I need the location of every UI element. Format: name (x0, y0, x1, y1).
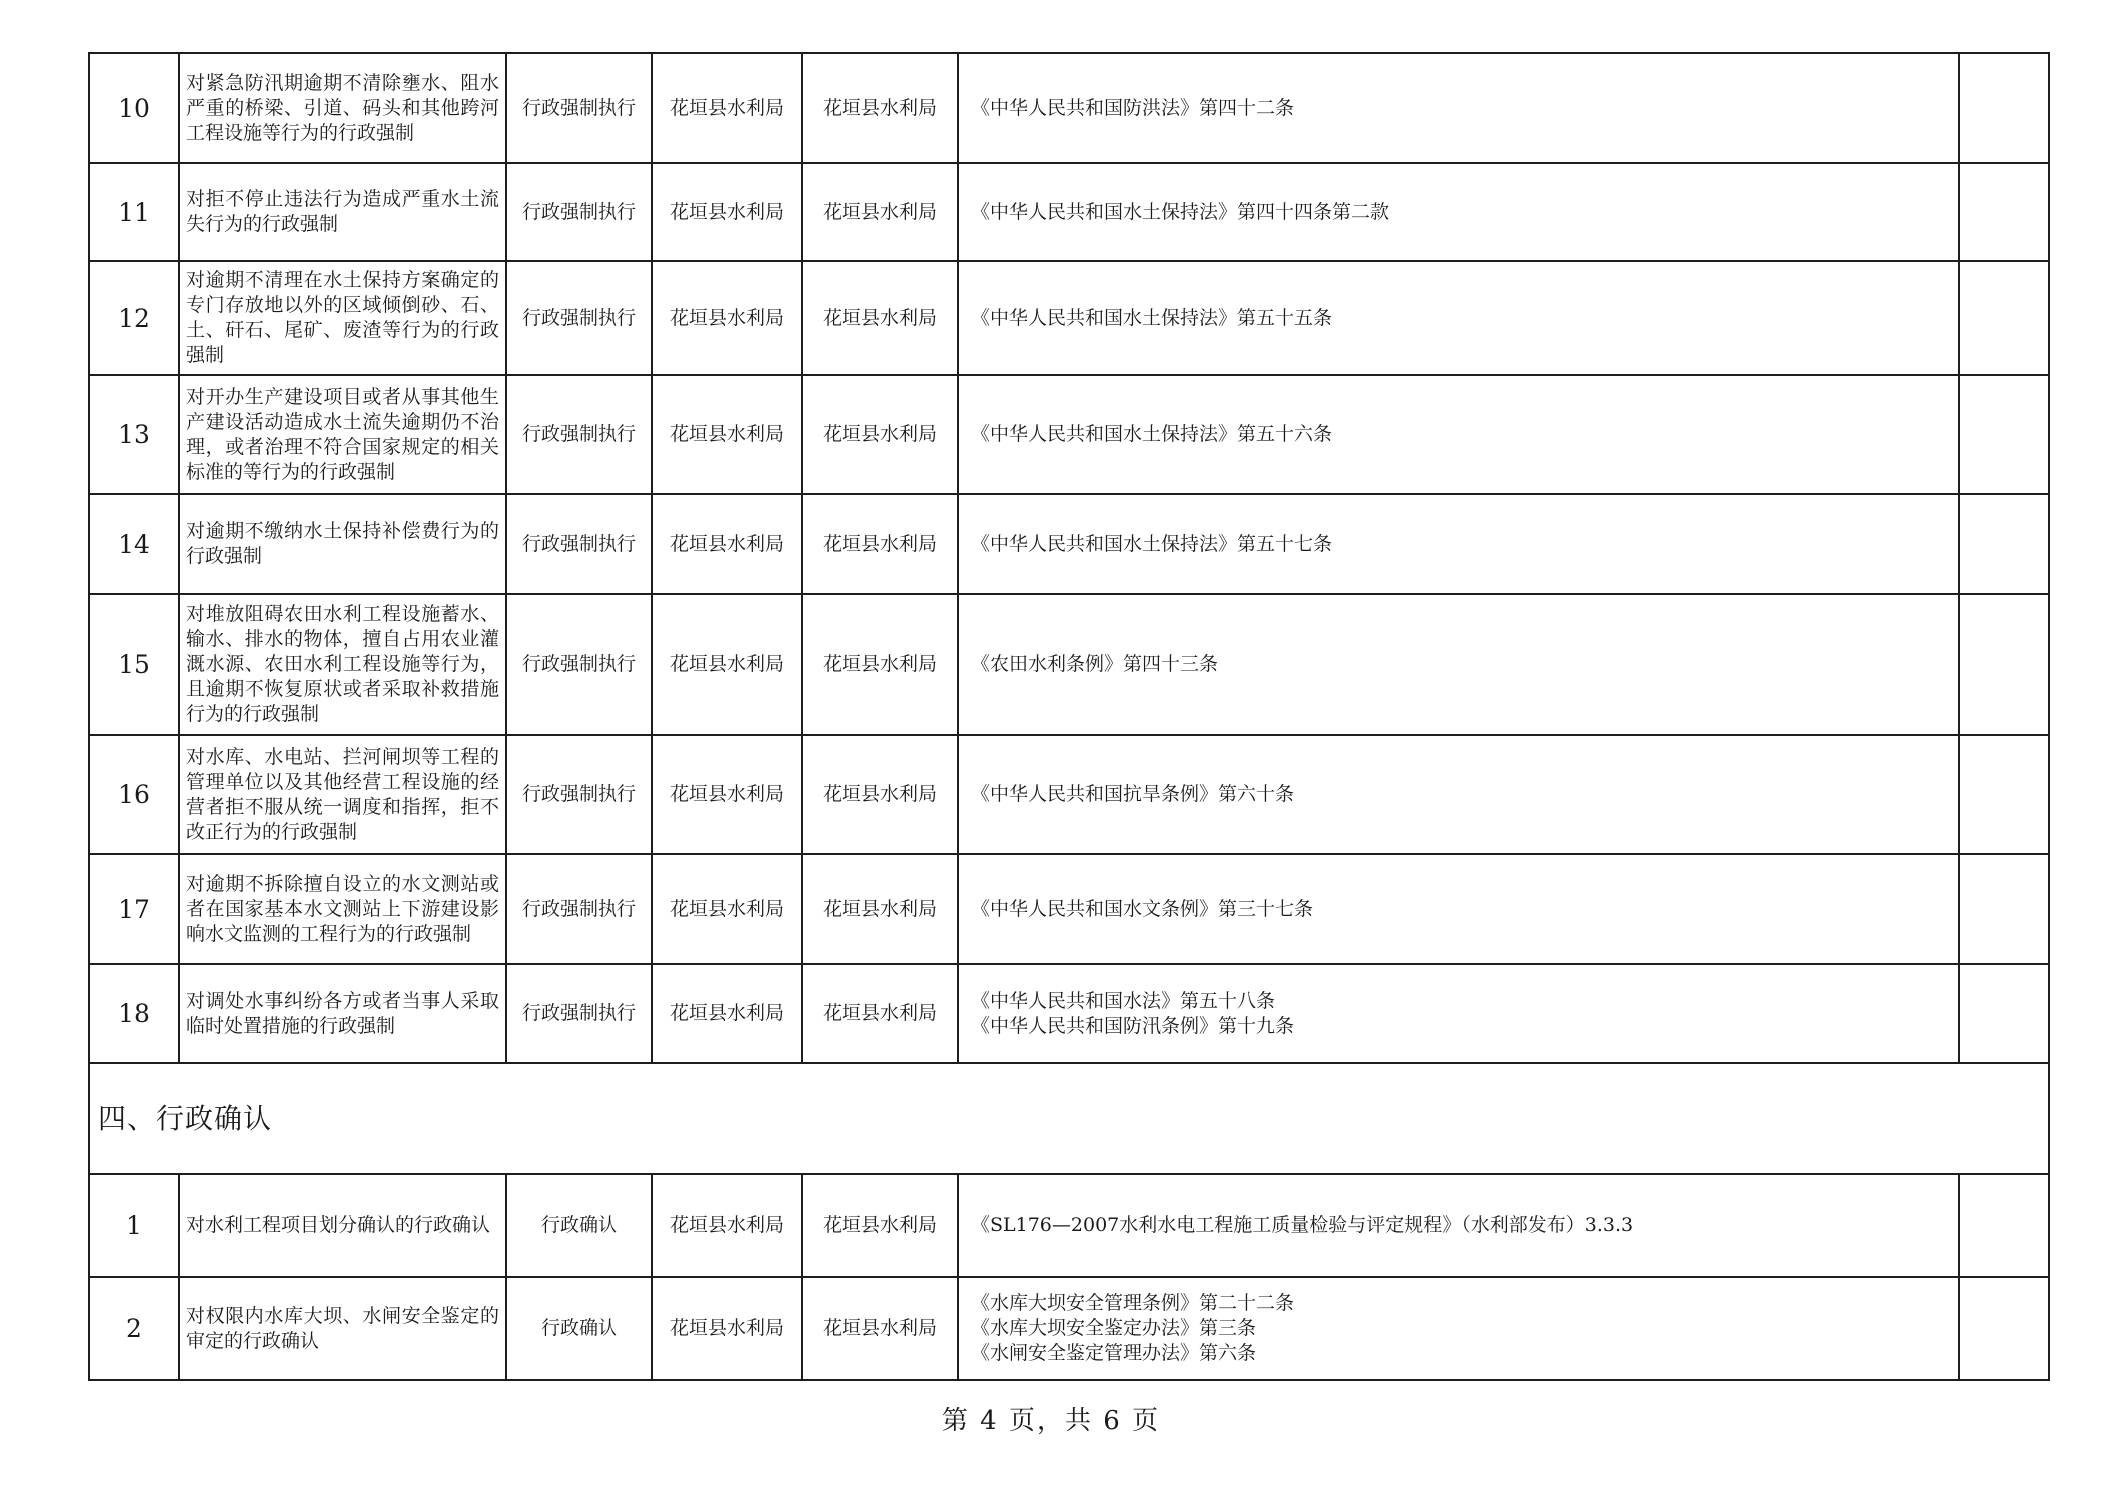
subject-cell: 花垣县水利局 (802, 1174, 958, 1277)
dept-cell: 花垣县水利局 (652, 494, 802, 594)
subject-cell: 花垣县水利局 (802, 163, 958, 261)
legal-basis-cell (958, 1277, 1959, 1380)
item-name: 对逾期不清理在水土保持方案确定的专门存放地以外的区域倾倒砂、石、土、矸石、尾矿、废渣等行为的行政强制 (179, 261, 506, 375)
legal-basis-line: 《中华人民共和国防汛条例》第十九条 (971, 1014, 1295, 1037)
remarks-cell (1959, 735, 2049, 854)
category-cell: 行政强制执行 (506, 854, 652, 964)
confirmation-rows (89, 1174, 2049, 1380)
remarks-cell (1959, 261, 2049, 375)
category-cell: 行政强制执行 (506, 735, 652, 854)
item-name: 对逾期不拆除擅自设立的水文测站或者在国家基本水文测站上下游建设影响水文监测的工程行为的行政强制 (179, 854, 506, 964)
row-number: 2 (89, 1277, 179, 1380)
legal-basis-cell (958, 375, 1959, 494)
legal-basis-line: 《水闸安全鉴定管理办法》第六条 (971, 1342, 1257, 1364)
legal-basis-cell (958, 53, 1959, 163)
legal-basis-cell (958, 494, 1959, 594)
category-cell: 行政强制执行 (506, 163, 652, 261)
row-number: 11 (89, 163, 179, 261)
subject-cell: 花垣县水利局 (802, 261, 958, 375)
remarks-cell (1959, 53, 2049, 163)
subject-cell: 花垣县水利局 (802, 53, 958, 163)
category-cell: 行政确认 (506, 1277, 652, 1380)
subject-cell: 花垣县水利局 (802, 854, 958, 964)
row-number: 10 (89, 53, 179, 163)
dept-cell: 花垣县水利局 (652, 854, 802, 964)
legal-basis-cell (958, 735, 1959, 854)
category-cell: 行政强制执行 (506, 494, 652, 594)
legal-basis-line: 《中华人民共和国水文条例》第三十七条 (971, 897, 1314, 920)
item-name: 对权限内水库大坝、水闸安全鉴定的审定的行政确认 (179, 1277, 506, 1380)
dept-cell: 花垣县水利局 (652, 375, 802, 494)
table-row (89, 163, 2049, 261)
enforcement-rows (89, 53, 2049, 1063)
legal-basis-line: 《中华人民共和国水土保持法》第五十六条 (971, 423, 1333, 445)
table-row (89, 854, 2049, 964)
legal-basis-cell (958, 854, 1959, 964)
dept-cell: 花垣县水利局 (652, 964, 802, 1063)
legal-basis-line: 《农田水利条例》第四十三条 (971, 653, 1219, 675)
dept-cell: 花垣县水利局 (652, 53, 802, 163)
item-name: 对紧急防汛期逾期不清除壅水、阻水严重的桥梁、引道、码头和其他跨河工程设施等行为的行政强制 (179, 53, 506, 163)
legal-basis-line: 《水库大坝安全鉴定办法》第三条 (971, 1317, 1257, 1339)
remarks-cell (1959, 854, 2049, 964)
table-row (89, 735, 2049, 854)
legal-basis-line: 《中华人民共和国抗旱条例》第六十条 (971, 783, 1295, 805)
row-number: 18 (89, 964, 179, 1063)
remarks-cell (1959, 1174, 2049, 1277)
legal-basis-line: 《SL176—2007水利水电工程施工质量检验与评定规程》（水利部发布）3.3.3 (971, 1214, 1634, 1236)
legal-basis-line: 《中华人民共和国防洪法》第四十二条 (971, 96, 1295, 119)
table-row (89, 375, 2049, 494)
remarks-cell (1959, 163, 2049, 261)
subject-cell: 花垣县水利局 (802, 594, 958, 735)
legal-basis-cell (958, 261, 1959, 375)
legal-basis-line: 《中华人民共和国水土保持法》第五十五条 (971, 306, 1333, 329)
subject-cell: 花垣县水利局 (802, 1277, 958, 1380)
table-row (89, 964, 2049, 1063)
legal-basis-cell (958, 163, 1959, 261)
legal-basis-cell (958, 594, 1959, 735)
item-name: 对堆放阻碍农田水利工程设施蓄水、输水、排水的物体，擅自占用农业灌溉水源、农田水利工程设施等行为，且逾期不恢复原状或者采取补救措施行为的行政强制 (179, 594, 506, 735)
section-title: 四、行政确认 (89, 1063, 2049, 1174)
legal-basis-cell (958, 1174, 1959, 1277)
remarks-cell (1959, 494, 2049, 594)
dept-cell: 花垣县水利局 (652, 594, 802, 735)
row-number: 13 (89, 375, 179, 494)
category-cell: 行政强制执行 (506, 594, 652, 735)
category-cell: 行政强制执行 (506, 964, 652, 1063)
remarks-cell (1959, 964, 2049, 1063)
row-number: 17 (89, 854, 179, 964)
power-list-table (88, 52, 2050, 1381)
dept-cell: 花垣县水利局 (652, 261, 802, 375)
subject-cell: 花垣县水利局 (802, 494, 958, 594)
item-name: 对水库、水电站、拦河闸坝等工程的管理单位以及其他经营工程设施的经营者拒不服从统一调度和指挥，拒不改正行为的行政强制 (179, 735, 506, 854)
row-number: 16 (89, 735, 179, 854)
legal-basis-line: 《中华人民共和国水法》第五十八条 (971, 989, 1276, 1012)
remarks-cell (1959, 594, 2049, 735)
subject-cell: 花垣县水利局 (802, 964, 958, 1063)
category-cell: 行政强制执行 (506, 375, 652, 494)
dept-cell: 花垣县水利局 (652, 163, 802, 261)
row-number: 1 (89, 1174, 179, 1277)
remarks-cell (1959, 1277, 2049, 1380)
item-name: 对调处水事纠纷各方或者当事人采取临时处置措施的行政强制 (179, 964, 506, 1063)
legal-basis-line: 《中华人民共和国水土保持法》第四十四条第二款 (971, 200, 1390, 223)
table-row (89, 494, 2049, 594)
table-row (89, 261, 2049, 375)
row-number: 12 (89, 261, 179, 375)
remarks-cell (1959, 375, 2049, 494)
item-name: 对水利工程项目划分确认的行政确认 (179, 1174, 506, 1277)
page-footer: 第 4 页，共 6 页 (941, 1406, 1161, 1436)
table-row (89, 1277, 2049, 1380)
item-name: 对拒不停止违法行为造成严重水土流失行为的行政强制 (179, 163, 506, 261)
category-cell: 行政确认 (506, 1174, 652, 1277)
item-name: 对逾期不缴纳水土保持补偿费行为的行政强制 (179, 494, 506, 594)
row-number: 14 (89, 494, 179, 594)
category-cell: 行政强制执行 (506, 53, 652, 163)
table-row (89, 1174, 2049, 1277)
table-row (89, 594, 2049, 735)
legal-basis-cell (958, 964, 1959, 1063)
item-name: 对开办生产建设项目或者从事其他生产建设活动造成水土流失逾期仍不治理，或者治理不符合国家规定的相关标准的等行为的行政强制 (179, 375, 506, 494)
legal-basis-line: 《中华人民共和国水土保持法》第五十七条 (971, 532, 1333, 555)
subject-cell: 花垣县水利局 (802, 375, 958, 494)
legal-basis-line: 《水库大坝安全管理条例》第二十二条 (971, 1292, 1295, 1314)
dept-cell: 花垣县水利局 (652, 735, 802, 854)
row-number: 15 (89, 594, 179, 735)
dept-cell: 花垣县水利局 (652, 1277, 802, 1380)
dept-cell: 花垣县水利局 (652, 1174, 802, 1277)
category-cell: 行政强制执行 (506, 261, 652, 375)
table-row (89, 53, 2049, 163)
subject-cell: 花垣县水利局 (802, 735, 958, 854)
